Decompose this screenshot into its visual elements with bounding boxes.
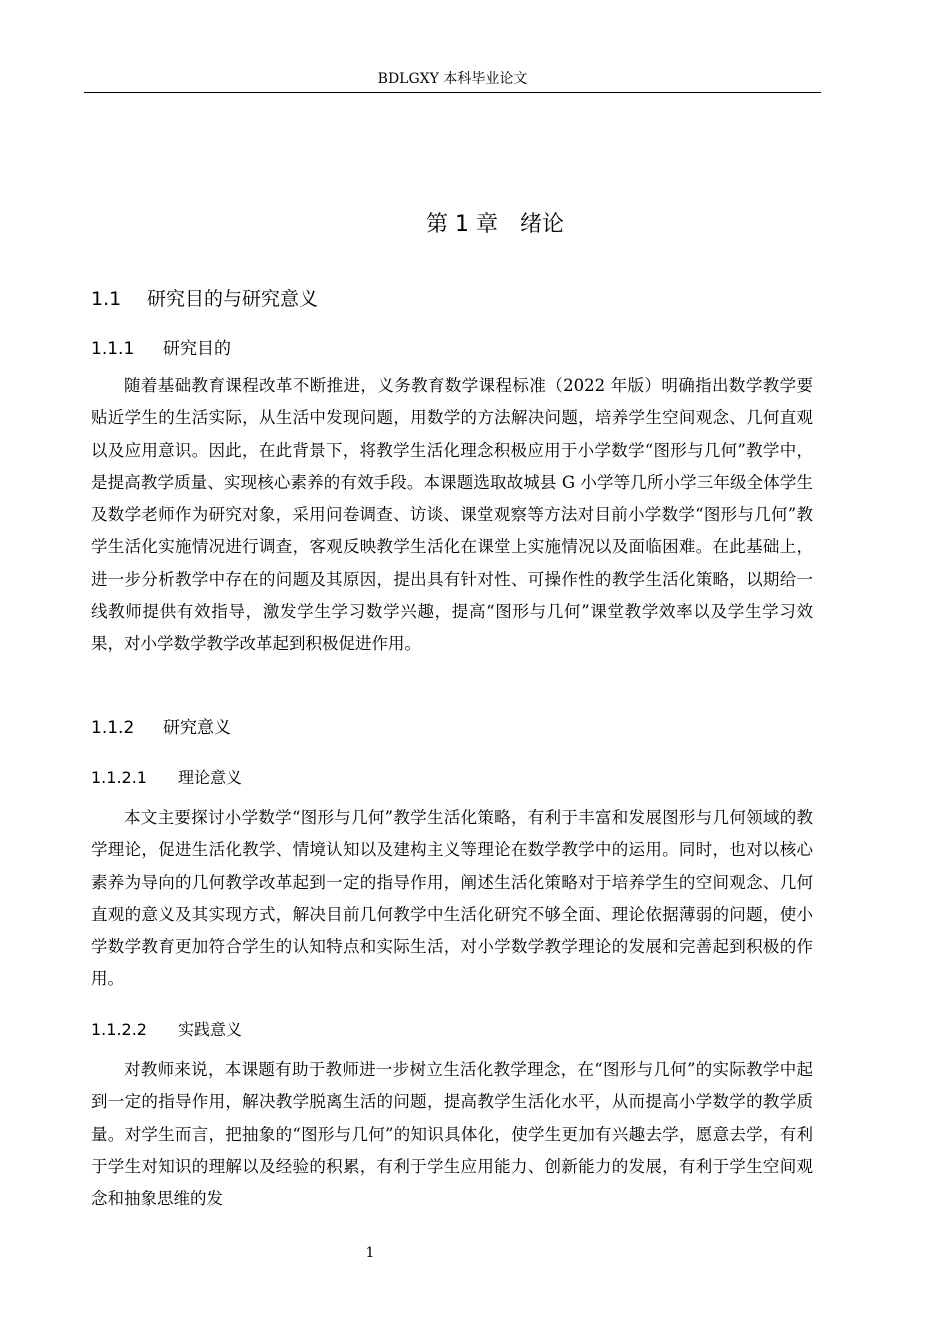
section-number: 1.1.2.1 [91, 768, 147, 787]
section-number: 1.1.2 [91, 718, 135, 738]
section-number: 1.1 [91, 288, 122, 310]
section-title: 研究目的与研究意义 [147, 288, 319, 310]
section-heading-1-1 [91, 286, 318, 312]
page-number: 1 [365, 1245, 375, 1261]
section-title: 研究意义 [163, 718, 231, 738]
section-number: 1.1.1 [91, 339, 135, 359]
chapter-title: 第 1 章 绪论 [426, 212, 564, 237]
section-heading-1-1-1 [91, 337, 231, 361]
header-divider [84, 92, 821, 93]
paragraph-theoretical-significance: 本文主要探讨小学数学“图形与几何”教学生活化策略，有利于丰富和发展图形与几何领域的教学理论，促进生活化教学、情境认知以及建构主义等理论在数学教学中的运用。同时，也对以核心素养为导向的几何教学改革起到一定的指导作用，阐述生活化策略对于培养学生的空间观念、几何直观的意义及其实现方式，解决目前几何教学中生活化研究不够全面、理论依据薄弱的问题，使小学数学教育更加符合学生的认知特点和实际生活，对小学数学教学理论的发展和完善起到积极的作用。 [91, 808, 813, 989]
paragraph-research-purpose: 随着基础教育课程改革不断推进，义务教育数学课程标准（2022 年版）明确指出数学教学要贴近学生的生活实际，从生活中发现问题，用数学的方法解决问题，培养学生空间观念、几何直观以及应用意识。因此，在此背景下，将教学生活化理念积极应用于小学数学“图形与几何”教学中，是提高教学质量、实现核心素养的有效手段。本课题选取故城县 G 小学等几所小学三年级全体学生及数学老师作为研究对象，采用问卷调查、访谈、课堂观察等方法对目前小学数学“图形与几何”教学生活化实施情况进行调查，客观反映教学生活化在课堂上实施情况以及面临困难。在此基础上，进一步分析教学中存在的问题及其原因，提出具有针对性、可操作性的教学生活化策略，以期给一线教师提供有效指导，激发学生学习数学兴趣，提高“图形与几何”课堂教学效率以及学生学习效果，对小学数学教学改革起到积极促进作用。 [91, 376, 813, 654]
section-number: 1.1.2.2 [91, 1020, 147, 1039]
section-title: 研究目的 [163, 339, 231, 359]
paragraph-practical-significance: 对教师来说，本课题有助于教师进一步树立生活化教学理念，在“图形与几何”的实际教学中起到一定的指导作用，解决教学脱离生活的问题，提高教学生活化水平，从而提高小学数学的教学质量。对学生而言，把抽象的“图形与几何”的知识具体化，使学生更加有兴趣去学，愿意去学，有利于学生对知识的理解以及经验的积累，有利于学生应用能力、创新能力的发展，有利于学生空间观念和抽象思维的发 [91, 1060, 813, 1209]
section-heading-1-1-2-2 [91, 1019, 242, 1041]
section-title: 实践意义 [178, 1020, 243, 1039]
running-header: BDLGXY 本科毕业论文 [377, 71, 528, 87]
section-title: 理论意义 [178, 768, 243, 787]
section-heading-1-1-2 [91, 716, 231, 740]
section-heading-1-1-2-1 [91, 767, 242, 789]
